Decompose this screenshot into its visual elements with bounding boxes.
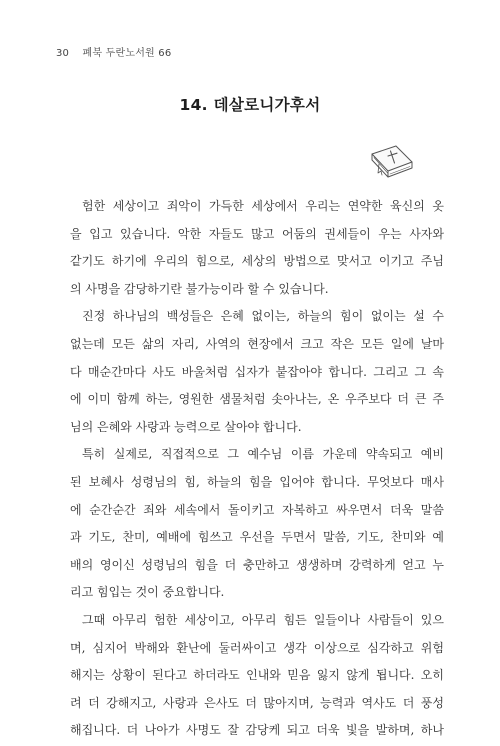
paragraph [58,607,444,745]
text-line: 특히 실제로, 직접적으로 그 예수님 이름 가운데 약속되고 예비 [82,447,444,462]
text-line: 다 매순간마다 사도 바울처럼 십자가 붙잡아야 합니다. 그리고 그 속 [70,364,444,379]
page-number: 30 [56,48,70,59]
paragraph [58,193,444,303]
text-line: 려 더 강해지고, 사랑과 은사도 더 많아지며, 능력과 역사도 더 풍성 [70,695,444,710]
bible-book-icon [366,140,418,184]
text-line: 해집니다. 더 나아가 사명도 잘 감당케 되고 더욱 빛을 발하며, 하나 [70,723,444,738]
paragraph [58,303,444,441]
running-header [56,44,171,59]
text-line: 진정 하나님의 백성들은 은혜 없이는, 하늘의 힘이 없이는 설 수 [82,309,444,324]
text-line: 해지는 상황이 된다고 하더라도 인내와 믿음 잃지 않게 됩니다. 오히 [70,668,444,683]
text-line: 같기도 하기에 우리의 힘으로, 세상의 방법으로 맞서고 이기고 주님 [70,254,444,269]
text-line: 의 사명을 감당하기란 불가능이라 할 수 있습니다. [70,281,329,296]
book-title: 폐북 두란노서원 66 [82,48,172,59]
text-line: 리고 힘입는 것이 중요합니다. [70,585,225,600]
text-line: 험한 세상이고 죄악이 가득한 세상에서 우리는 연약한 육신의 옷 [82,199,444,213]
text-line: 님의 은혜와 사랑과 능력으로 살아야 합니다. [70,419,302,434]
text-line: 된 보혜사 성령님의 힘, 하늘의 힘을 입어야 합니다. 무엇보다 매사 [70,474,444,489]
text-line: 그때 아무리 험한 세상이고, 아무리 힘든 일들이나 사람들이 있으 [82,612,444,627]
chapter-title: 14. 데살로니가후서 [179,96,321,114]
text-line: 과 기도, 찬미, 예배에 힘쓰고 우선을 두면서 말씀, 기도, 찬미와 예 [70,530,444,545]
text-line: 에 순간순간 죄와 세속에서 돌이키고 자복하고 싸우면서 더욱 말씀 [70,502,444,517]
text-line: 없는데 모든 삶의 자리, 사역의 현장에서 크고 작은 모든 일에 날마 [70,336,444,351]
text-line: 을 입고 있습니다. 악한 자들도 많고 어둠의 권세들이 우는 사자와 [70,226,444,241]
text-line: 며, 심지어 박해와 환난에 둘러싸이고 생각 이상으로 심각하고 위험 [70,640,444,655]
body-text [58,193,444,745]
paragraph [58,441,444,607]
text-line: 에 이미 함께 하는, 영원한 샘물처럼 솟아나는, 온 우주보다 더 큰 주 [70,392,444,407]
text-line: 배의 영이신 성령님의 힘을 더 충만하고 생생하며 강력하게 얻고 누 [70,557,444,572]
